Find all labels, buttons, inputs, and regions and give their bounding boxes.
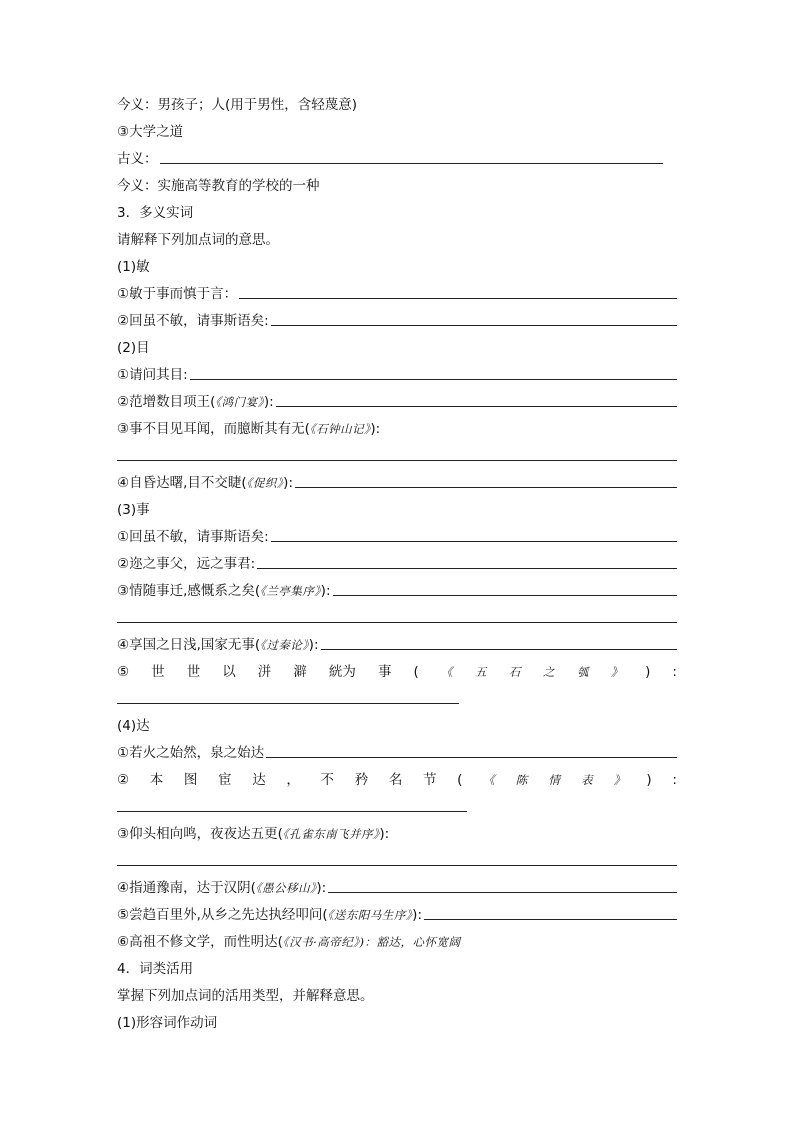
answer-blank[interactable]	[424, 919, 677, 920]
section-heading: 4．词类活用	[117, 961, 194, 977]
answer-blank[interactable]	[266, 757, 677, 758]
text-line: ③仰头相向鸣，夜夜达五更(《孔雀东南飞并序》):	[117, 826, 390, 842]
spread-text: ⑤ 世 世 以 洴 澼 絖为 事 ( 《 五 石 之 瓠 》 ) :	[117, 664, 677, 680]
fill-line	[117, 605, 677, 632]
subsection-heading: (1)形容词作动词	[117, 1015, 218, 1031]
answer-blank[interactable]	[117, 622, 677, 623]
fill-line	[117, 443, 677, 470]
answer-blank[interactable]	[117, 703, 459, 704]
fill-line: ①请问其目:	[117, 362, 677, 389]
fill-line: ④自昏达曙,目不交睫(《促织》):	[117, 470, 677, 497]
text-line: ③事不目见耳闻，而臆断其有无(《石钟山记》):	[117, 421, 381, 437]
text-line: ⑥高祖不修文学，而性明达(《汉书·高帝纪》)：豁达，心怀宽阔	[117, 934, 461, 950]
fill-line: ①若火之始然，泉之始达	[117, 740, 677, 767]
fill-line: 古义：	[117, 146, 663, 173]
spread-text: ② 本 图 宦 达 ， 不 矜 名 节 ( 《 陈 情 表 》 ) :	[117, 772, 677, 788]
answer-blank[interactable]	[271, 325, 677, 326]
text-line: ③大学之道	[117, 124, 184, 140]
fill-line	[117, 686, 677, 713]
subsection-heading: (1)敏	[117, 259, 150, 275]
subsection-heading: (4)达	[117, 718, 150, 734]
source-title: 《兰亭集序》	[260, 584, 321, 598]
source-title: 《石钟山记》	[309, 422, 371, 436]
fill-line: ②迩之事父，远之事君:	[117, 551, 677, 578]
answer-blank[interactable]	[257, 568, 677, 569]
answer-blank[interactable]	[333, 595, 678, 596]
answer-blank[interactable]	[328, 892, 677, 893]
text-line: 今义：实施高等教育的学校的一种	[117, 178, 320, 194]
answer-blank[interactable]	[295, 487, 677, 488]
source-title: 《孔雀东南飞并序》	[282, 827, 380, 841]
subsection-heading: (2)目	[117, 340, 150, 356]
source-title: 《过秦论》	[260, 638, 309, 652]
fill-line: ②范增数目项王(《鸿门宴》):	[117, 389, 677, 416]
source-title: 《汉书·高帝纪》	[282, 935, 360, 949]
answer-blank[interactable]	[117, 865, 677, 866]
answer-blank[interactable]	[160, 163, 664, 164]
instruction: 请解释下列加点词的意思。	[117, 232, 279, 248]
source-title: 《促织》	[246, 476, 284, 490]
instruction: 掌握下列加点词的活用类型，并解释意思。	[117, 988, 374, 1004]
fill-line: ④享国之日浅,国家无事(《过秦论》):	[117, 632, 677, 659]
answer-blank[interactable]	[239, 298, 677, 299]
subsection-heading: (3)事	[117, 502, 150, 518]
spread-text-line	[117, 767, 677, 794]
fill-line	[117, 794, 677, 821]
fill-line: ④指通豫南，达于汉阴(《愚公移山》):	[117, 875, 677, 902]
text-line: 今义：男孩子；人(用于男性，含轻蔑意)	[117, 97, 358, 113]
section-heading: 3．多义实词	[117, 205, 194, 221]
spread-text-line	[117, 659, 677, 686]
answer-blank[interactable]	[190, 379, 677, 380]
fill-line: ①敏于事而慎于言：	[117, 281, 677, 308]
answer-blank[interactable]	[276, 406, 677, 407]
fill-line: ①回虽不敏，请事斯语矣:	[117, 524, 677, 551]
fill-line	[117, 848, 677, 875]
fill-line: ②回虽不敏，请事斯语矣:	[117, 308, 677, 335]
fill-line: ③情随事迁,感慨系之矣(《兰亭集序》):	[117, 578, 677, 605]
answer-blank[interactable]	[117, 460, 677, 461]
answer-blank[interactable]	[271, 541, 677, 542]
answer-blank[interactable]	[117, 811, 467, 812]
answer-blank[interactable]	[321, 649, 678, 650]
source-title: 《愚公移山》	[255, 881, 317, 895]
fill-line: ⑤尝趋百里外,从乡之先达执经叩问(《送东阳马生序》):	[117, 902, 677, 929]
source-title: 《送东阳马生序》	[327, 908, 413, 922]
source-title: 《鸿门宴》	[215, 395, 264, 409]
worksheet-content	[117, 92, 677, 1037]
